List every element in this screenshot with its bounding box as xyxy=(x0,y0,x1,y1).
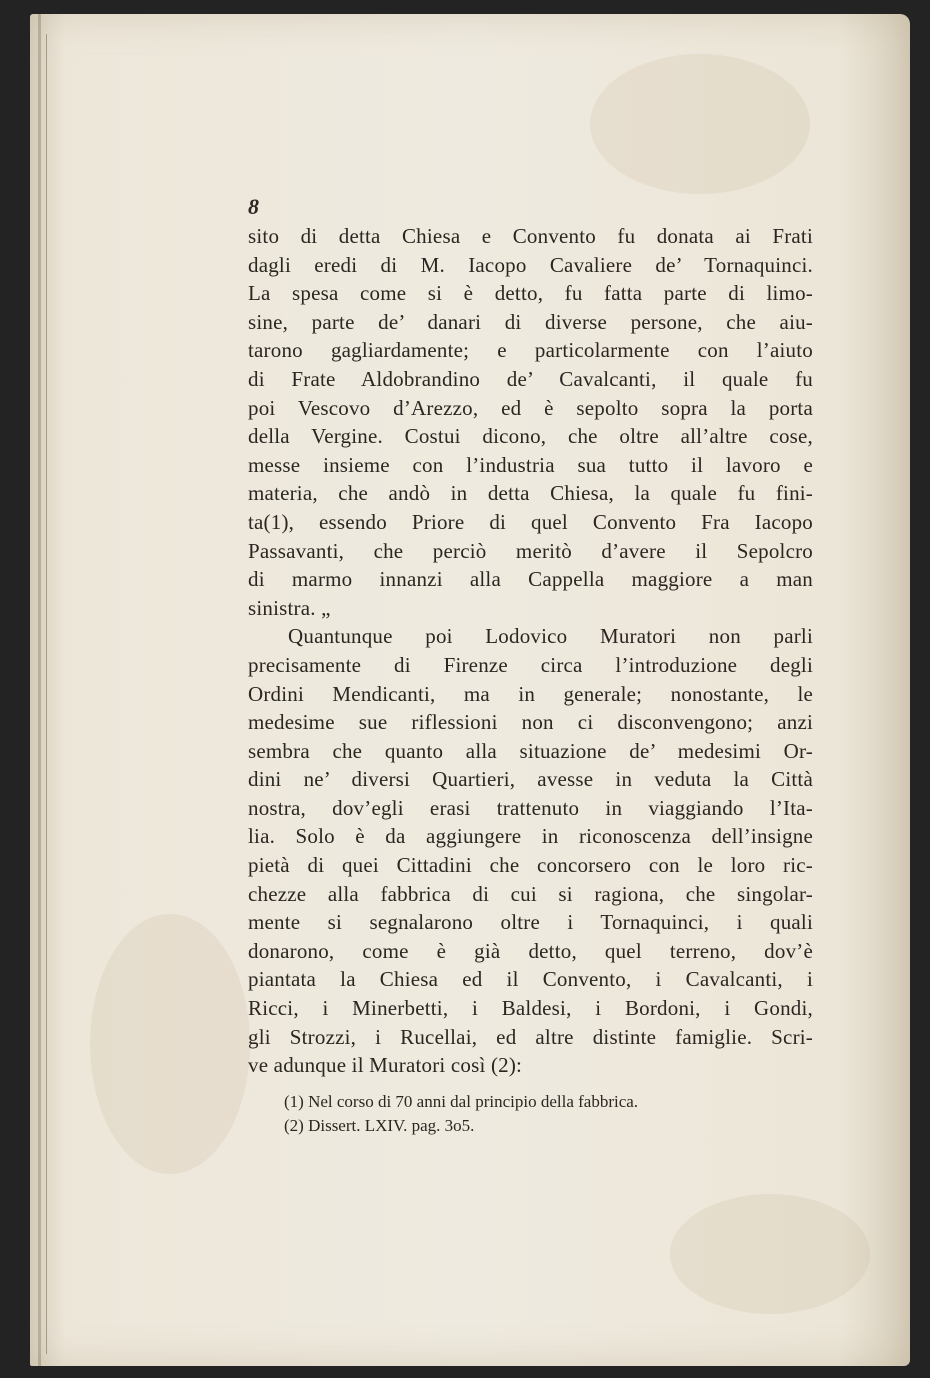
page-binding-edge xyxy=(46,34,47,1354)
text-line: Passavanti, che perciò meritò d’avere il Sepolcro xyxy=(248,538,813,563)
text-line: sito di detta Chiesa e Convento fu donata ai Frati xyxy=(248,224,813,248)
text-line: messe insieme con l’industria sua tutto il lavoro e xyxy=(248,452,813,477)
text-line: ve adunque il Muratori così (2): xyxy=(248,1053,523,1078)
text-block xyxy=(248,192,813,1138)
text-line: tarono gagliardamente; e particolarmente con l’aiuto xyxy=(248,338,813,363)
text-line: Ricci, i Minerbetti, i Baldesi, i Bordoni, i Gondi, xyxy=(248,996,813,1021)
text-line: ta(1), essendo Priore di quel Convento Fra Iacopo xyxy=(248,509,813,534)
text-line: sinistra. „ xyxy=(248,595,331,620)
text-line: mente si segnalarono oltre i Tornaquinci, i quali xyxy=(248,910,813,935)
footnotes xyxy=(248,1090,813,1138)
text-line: sine, parte de’ danari di diverse persone, che aiu- xyxy=(248,309,813,334)
text-line: chezze alla fabbrica di cui si ragiona, che singolar- xyxy=(248,881,813,906)
text-line: sembra che quanto alla situazione de’ medesimi Or- xyxy=(248,738,813,763)
paper-stain xyxy=(90,914,250,1174)
paper-stain xyxy=(670,1194,870,1314)
text-line: Ordini Mendicanti, ma in generale; nonostante, le xyxy=(248,681,813,706)
footnote: (2) Dissert. LXIV. pag. 3o5. xyxy=(284,1115,475,1135)
text-line: gli Strozzi, i Rucellai, ed altre distinte famiglie. Scri- xyxy=(248,1024,813,1049)
text-line: di marmo innanzi alla Cappella maggiore a man xyxy=(248,567,813,592)
text-line: precisamente di Firenze circa l’introduzione degli xyxy=(248,652,813,677)
text-line: della Vergine. Costui dicono, che oltre all’altre cose, xyxy=(248,424,813,449)
paper-stain xyxy=(590,54,810,194)
book-page xyxy=(30,14,910,1366)
footnote: (1) Nel corso di 70 anni dal principio della fabbrica. xyxy=(284,1091,639,1111)
text-line: dini ne’ diversi Quartieri, avesse in veduta la Città xyxy=(248,767,813,792)
text-line: pietà di quei Cittadini che concorsero con le loro ric- xyxy=(248,853,813,878)
text-line: dagli eredi di M. Iacopo Cavaliere de’ Tornaquinci. xyxy=(248,252,813,277)
text-line: La spesa come si è detto, fu fatta parte di limo- xyxy=(248,281,813,306)
text-line: materia, che andò in detta Chiesa, la quale fu fini- xyxy=(248,481,813,506)
text-line: lia. Solo è da aggiungere in riconoscenza dell’insigne xyxy=(248,824,813,849)
text-line: poi Vescovo d’Arezzo, ed è sepolto sopra la porta xyxy=(248,395,813,420)
text-line: nostra, dov’egli erasi trattenuto in viaggiando l’Ita- xyxy=(248,795,813,820)
text-line: di Frate Aldobrandino de’ Cavalcanti, il quale fu xyxy=(248,366,813,391)
page-number: 8 xyxy=(248,194,259,219)
text-line: donarono, come è già detto, quel terreno, dov’è xyxy=(248,938,813,963)
text-line: medesime sue riflessioni non ci disconvengono; anzi xyxy=(248,710,813,735)
text-line: Quantunque poi Lodovico Muratori non parli xyxy=(288,624,813,649)
text-line: piantata la Chiesa ed il Convento, i Cavalcanti, i xyxy=(248,967,813,992)
